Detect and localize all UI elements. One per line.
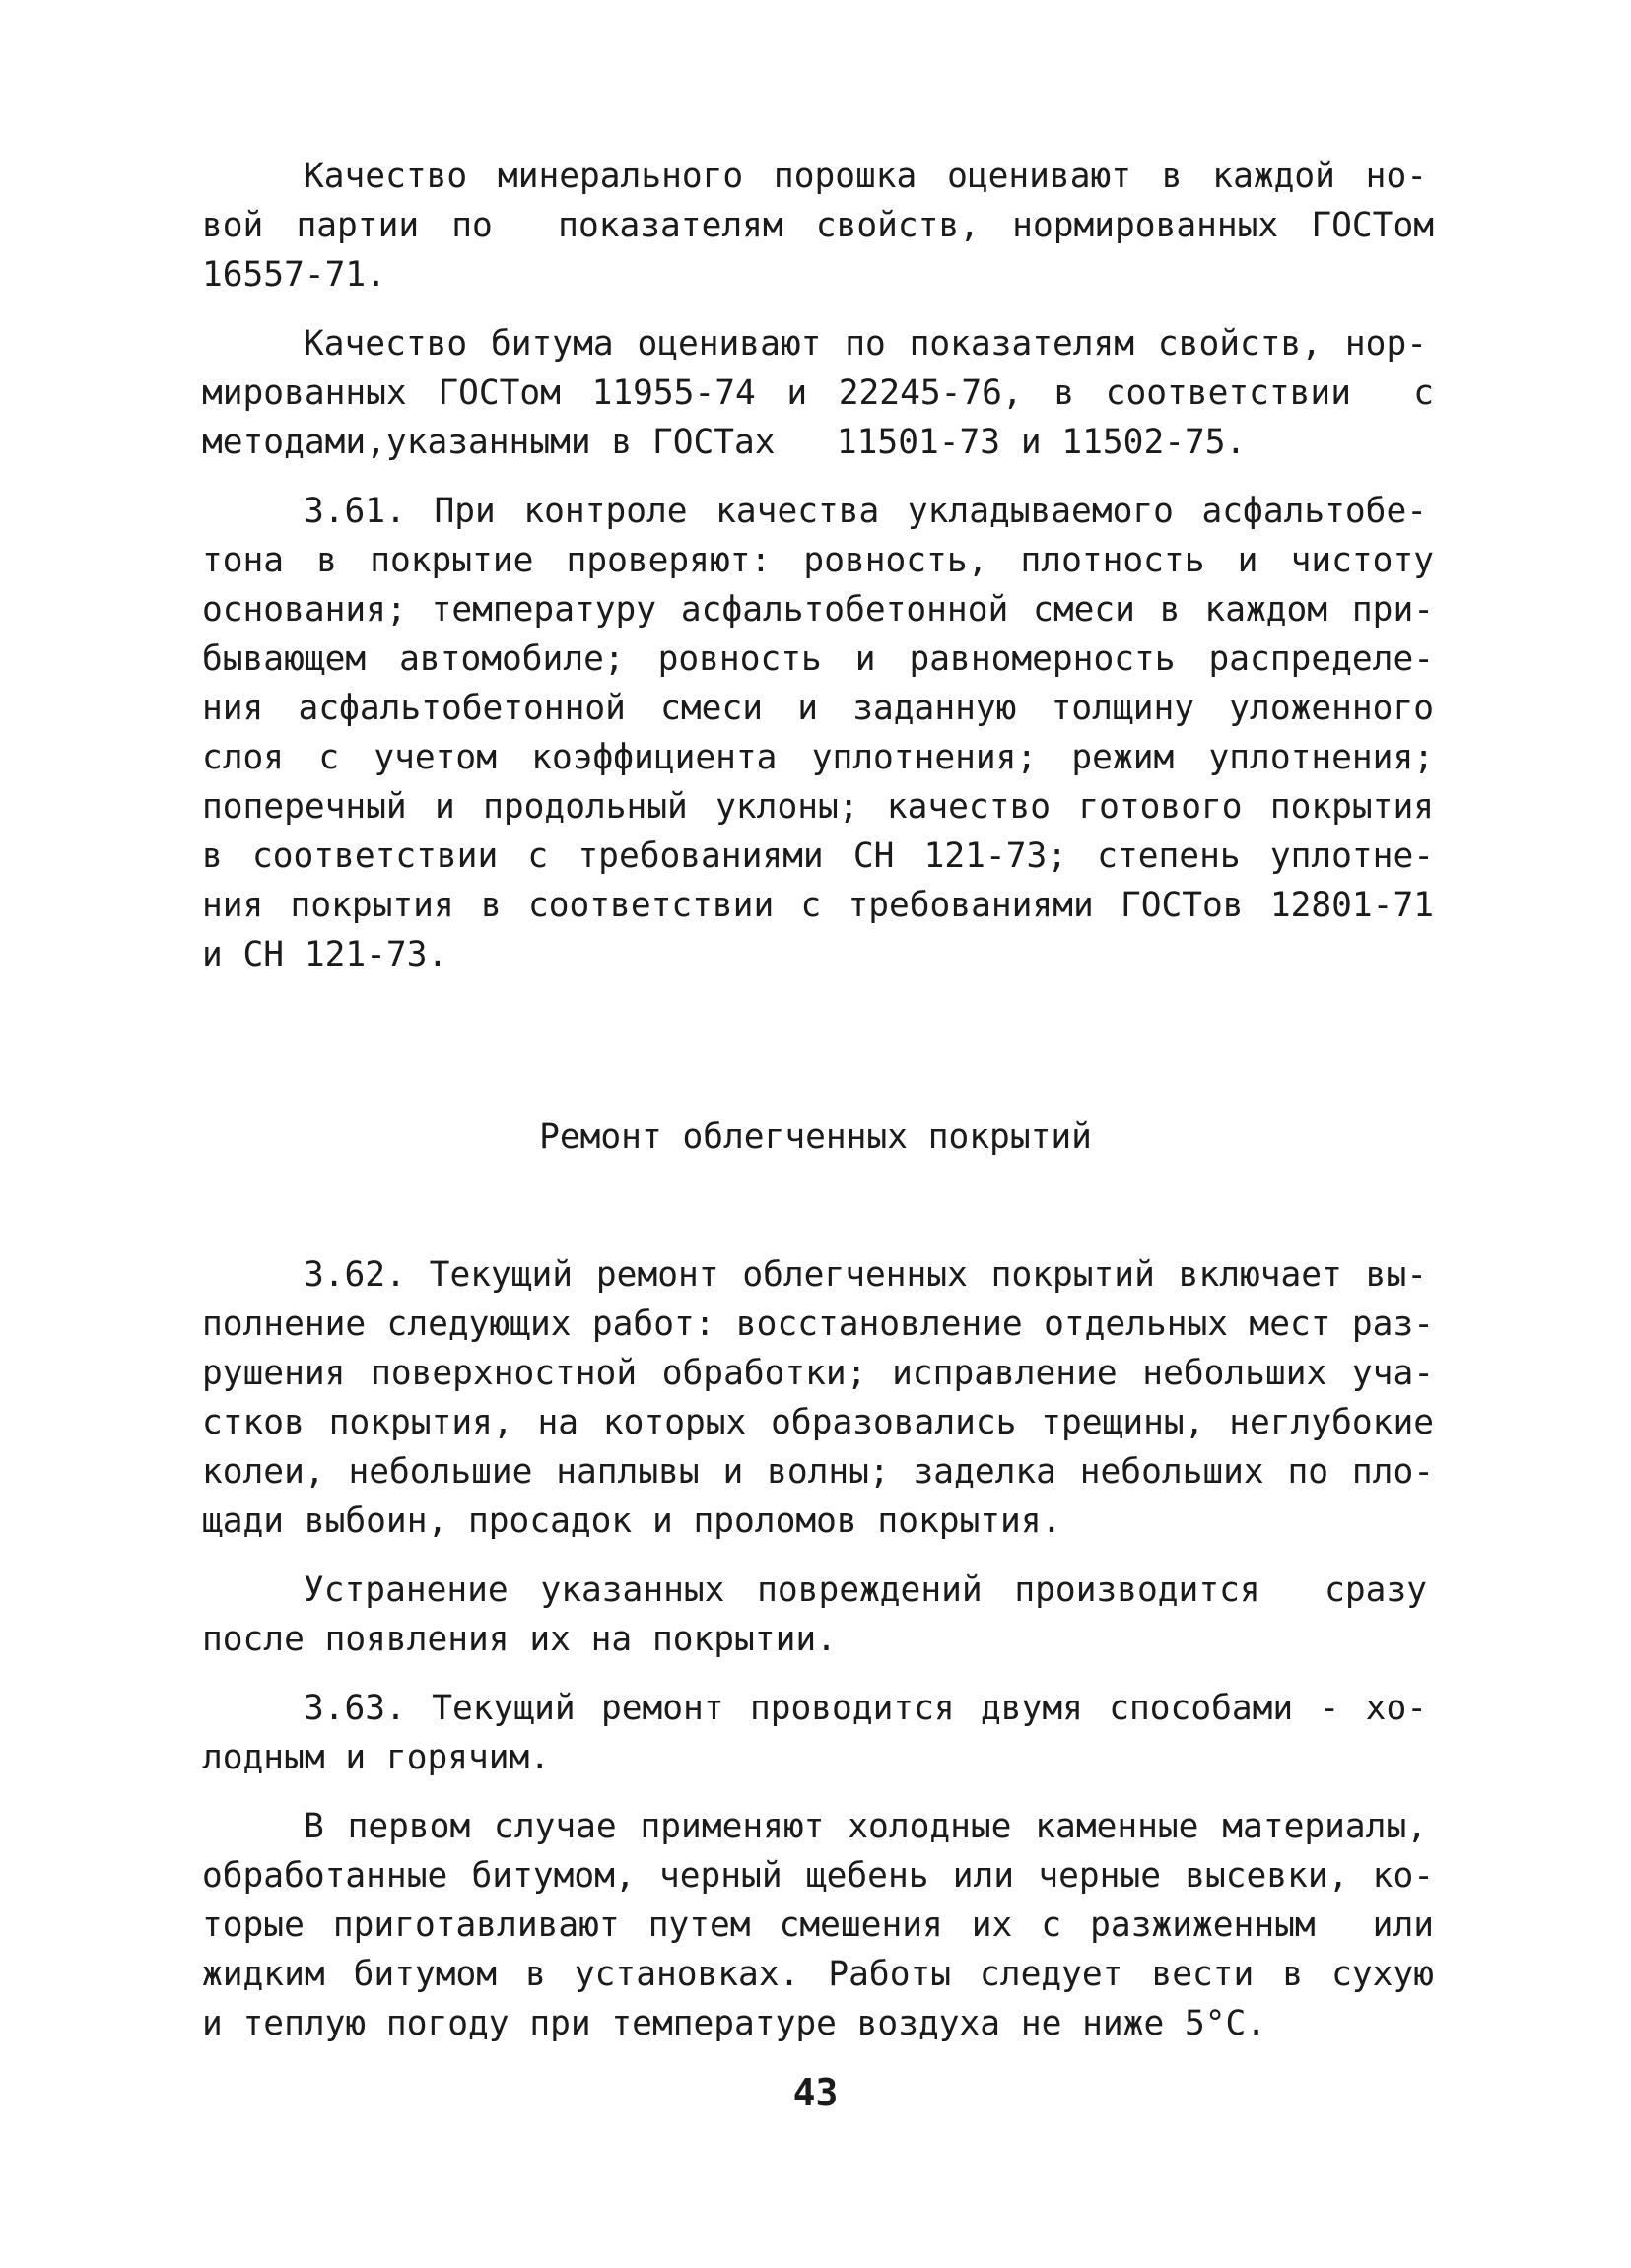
text-line: поперечный и продольный уклоны; качество готового покрытия — [202, 787, 1434, 827]
text-line: методами,указанными в ГОСТах 11501-73 и 11502-75. — [202, 423, 1247, 462]
text-line: торые приготавливают путем смешения их с разжиженным или — [202, 1905, 1434, 1945]
text-line: слоя с учетом коэффициента уплотнения; режим уплотнения; — [202, 738, 1434, 777]
text-line: стков покрытия, на которых образовались трещины, неглубокие — [202, 1403, 1434, 1442]
text-line: вой партии по показателям свойств, нормированных ГОСТом — [202, 206, 1434, 245]
text-line: и СН 121-73. — [202, 935, 448, 974]
text-line: 3.61. При контроле качества укладываемого асфальтобе- — [304, 492, 1427, 531]
text-line: после появления их на покрытии. — [202, 1620, 837, 1659]
text-line: бывающем автомобиле; ровность и равномерность распределе- — [202, 639, 1434, 679]
text-line: 3.63. Текущий ремонт проводится двумя способами - хо- — [304, 1689, 1427, 1728]
text-line: щади выбоин, просадок и проломов покрытия. — [202, 1501, 1062, 1541]
text-line: 3.62. Текущий ремонт облегченных покрытий включает вы- — [304, 1255, 1427, 1295]
text-line: ния покрытия в соответствии с требованиями ГОСТов 12801-71 — [202, 886, 1434, 925]
text-line: тона в покрытие проверяют: ровность, плотность и чистоту — [202, 541, 1434, 580]
text-line: 16557-71. — [202, 255, 386, 295]
text-line: и теплую погоду при температуре воздуха не ниже 5°С. — [202, 2004, 1267, 2043]
text-line: Устранение указанных повреждений производится сразу — [304, 1570, 1427, 1610]
text-line: Качество минерального порошка оценивают в каждой но- — [304, 157, 1427, 196]
text-line: мированных ГОСТом 11955-74 и 22245-76, в соответствии с — [202, 373, 1434, 413]
text-line: в соответствии с требованиями СН 121-73; степень уплотне- — [202, 836, 1434, 876]
text-line: В первом случае применяют холодные каменные материалы, — [304, 1807, 1427, 1846]
text-line: рушения поверхностной обработки; исправление небольших уча- — [202, 1354, 1434, 1393]
text-line: колеи, небольшие наплывы и волны; заделка небольших по пло- — [202, 1452, 1434, 1492]
text-line: основания; температуру асфальтобетонной смеси в каждом при- — [202, 590, 1434, 630]
text-line: ния асфальтобетонной смеси и заданную толщину уложенного — [202, 689, 1434, 728]
page-number: 43 — [792, 2071, 839, 2114]
section-heading: Ремонт облегченных покрытий — [539, 1117, 1092, 1157]
text-line: обработанные битумом, черный щебень или черные высевки, ко- — [202, 1856, 1434, 1896]
text-line: Качество битума оценивают по показателям свойств, нор- — [304, 324, 1427, 364]
text-line: полнение следующих работ: восстановление отдельных мест раз- — [202, 1304, 1434, 1344]
text-line: жидким битумом в установках. Работы следует вести в сухую — [202, 1955, 1434, 1994]
text-line: лодным и горячим. — [202, 1738, 551, 1777]
